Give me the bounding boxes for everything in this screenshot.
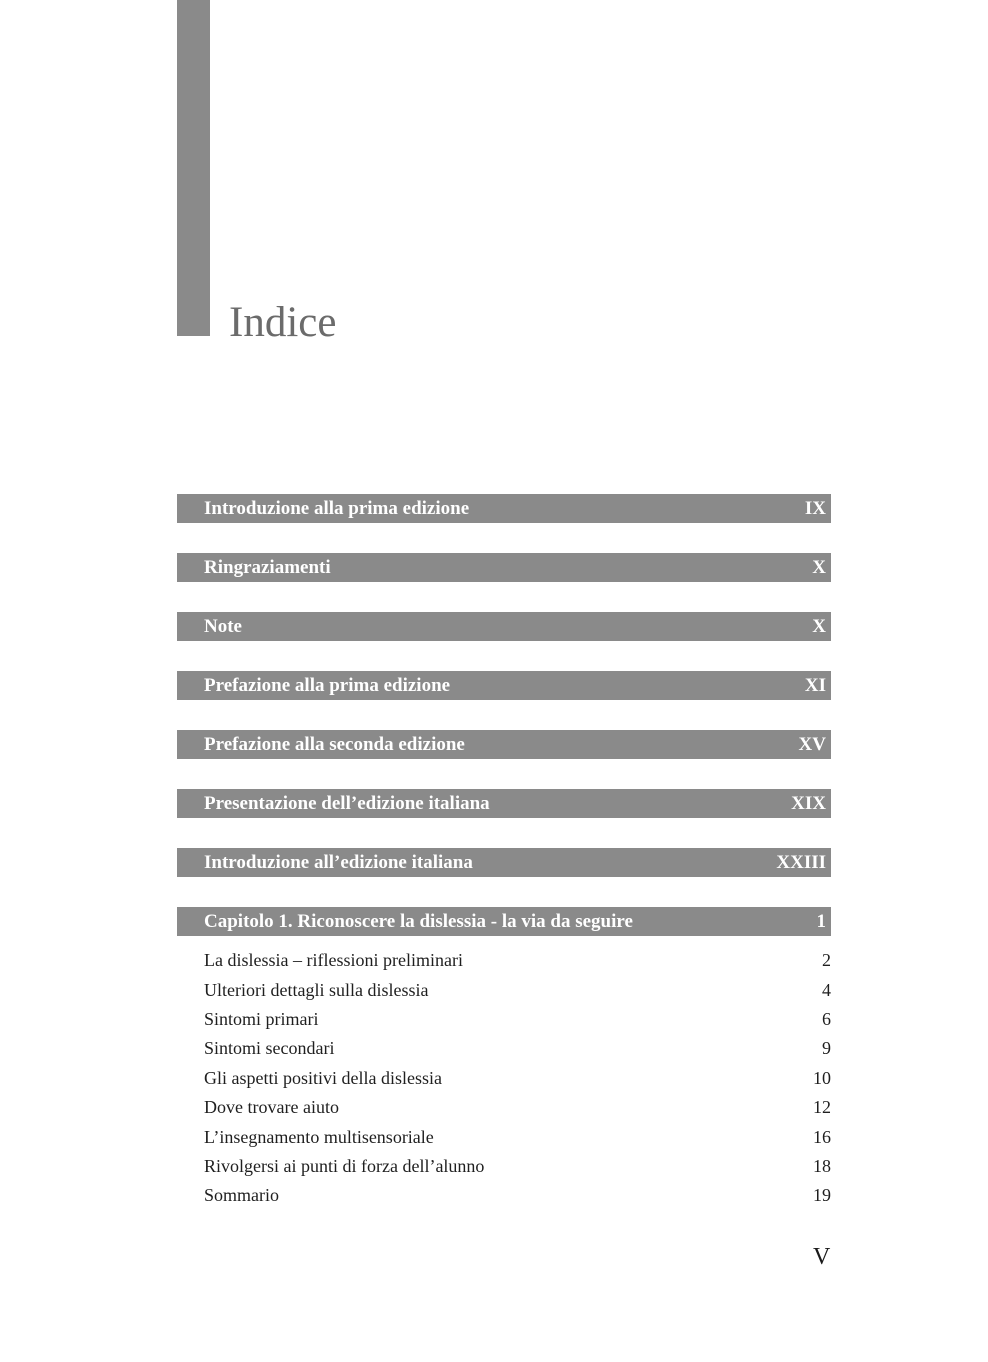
toc-entry[interactable]	[177, 1181, 831, 1210]
toc-entry-page: 19	[813, 1185, 831, 1206]
toc-entry-page: 12	[813, 1097, 831, 1118]
table-of-contents	[177, 494, 831, 1211]
toc-section-label: Note	[204, 616, 242, 637]
toc-section-introduzione-prima-edizione[interactable]	[177, 494, 831, 523]
toc-entry-label: La dislessia – riflessioni preliminari	[204, 950, 463, 971]
toc-entry-page: 2	[822, 950, 831, 971]
toc-section-page: 1	[816, 911, 826, 932]
toc-entry-label: Sintomi primari	[204, 1008, 319, 1029]
toc-entry-label: Sintomi secondari	[204, 1038, 335, 1059]
toc-section-label: Ringraziamenti	[204, 557, 331, 578]
toc-section-ringraziamenti[interactable]	[177, 553, 831, 582]
toc-entry[interactable]	[177, 1034, 831, 1063]
toc-entry[interactable]	[177, 1005, 831, 1034]
toc-entry-page: 9	[822, 1038, 831, 1059]
toc-section-page: XI	[804, 675, 826, 696]
toc-section-label: Prefazione alla prima edizione	[204, 675, 451, 696]
toc-section-label: Introduzione all’edizione italiana	[204, 852, 473, 873]
toc-entry-label: L’insegnamento multisensoriale	[204, 1126, 434, 1147]
toc-entry[interactable]	[177, 946, 831, 975]
toc-section-label: Introduzione alla prima edizione	[204, 498, 470, 519]
toc-entry-label: Ulteriori dettagli sulla dislessia	[204, 979, 429, 1000]
page-folio: V	[813, 1244, 831, 1270]
toc-section-introduzione-edizione-italiana[interactable]	[177, 848, 831, 877]
toc-entry-page: 10	[813, 1067, 831, 1088]
toc-entry-label: Dove trovare aiuto	[204, 1097, 339, 1118]
toc-entry[interactable]	[177, 1122, 831, 1151]
toc-entry-page: 6	[822, 1008, 831, 1029]
toc-entry-page: 16	[813, 1126, 831, 1147]
toc-section-label: Prefazione alla seconda edizione	[204, 734, 465, 755]
toc-section-note[interactable]	[177, 612, 831, 641]
page-title: Indice	[229, 299, 337, 346]
decorative-side-bar	[177, 0, 210, 336]
toc-section-page: X	[812, 557, 826, 578]
toc-entry[interactable]	[177, 975, 831, 1004]
toc-entry[interactable]	[177, 1093, 831, 1122]
toc-section-label: Presentazione dell’edizione italiana	[204, 793, 490, 814]
toc-section-page: IX	[804, 498, 826, 519]
toc-section-presentazione-edizione-italiana[interactable]	[177, 789, 831, 818]
toc-section-capitolo-1[interactable]	[177, 907, 831, 936]
toc-entry[interactable]	[177, 1152, 831, 1181]
toc-section-page: X	[812, 616, 826, 637]
toc-section-prefazione-seconda-edizione[interactable]	[177, 730, 831, 759]
toc-entry-label: Rivolgersi ai punti di forza dell’alunno	[204, 1155, 485, 1176]
toc-section-page: XV	[798, 734, 826, 755]
toc-section-page: XXIII	[776, 852, 826, 873]
toc-section-prefazione-prima-edizione[interactable]	[177, 671, 831, 700]
toc-section-label: Capitolo 1. Riconoscere la dislessia - la via da seguire	[204, 911, 633, 932]
toc-entry-page: 18	[813, 1155, 831, 1176]
toc-section-page: XIX	[791, 793, 826, 814]
toc-entry[interactable]	[177, 1064, 831, 1093]
toc-entry-label: Gli aspetti positivi della dislessia	[204, 1067, 442, 1088]
toc-entry-label: Sommario	[204, 1185, 279, 1206]
toc-entry-page: 4	[822, 979, 831, 1000]
